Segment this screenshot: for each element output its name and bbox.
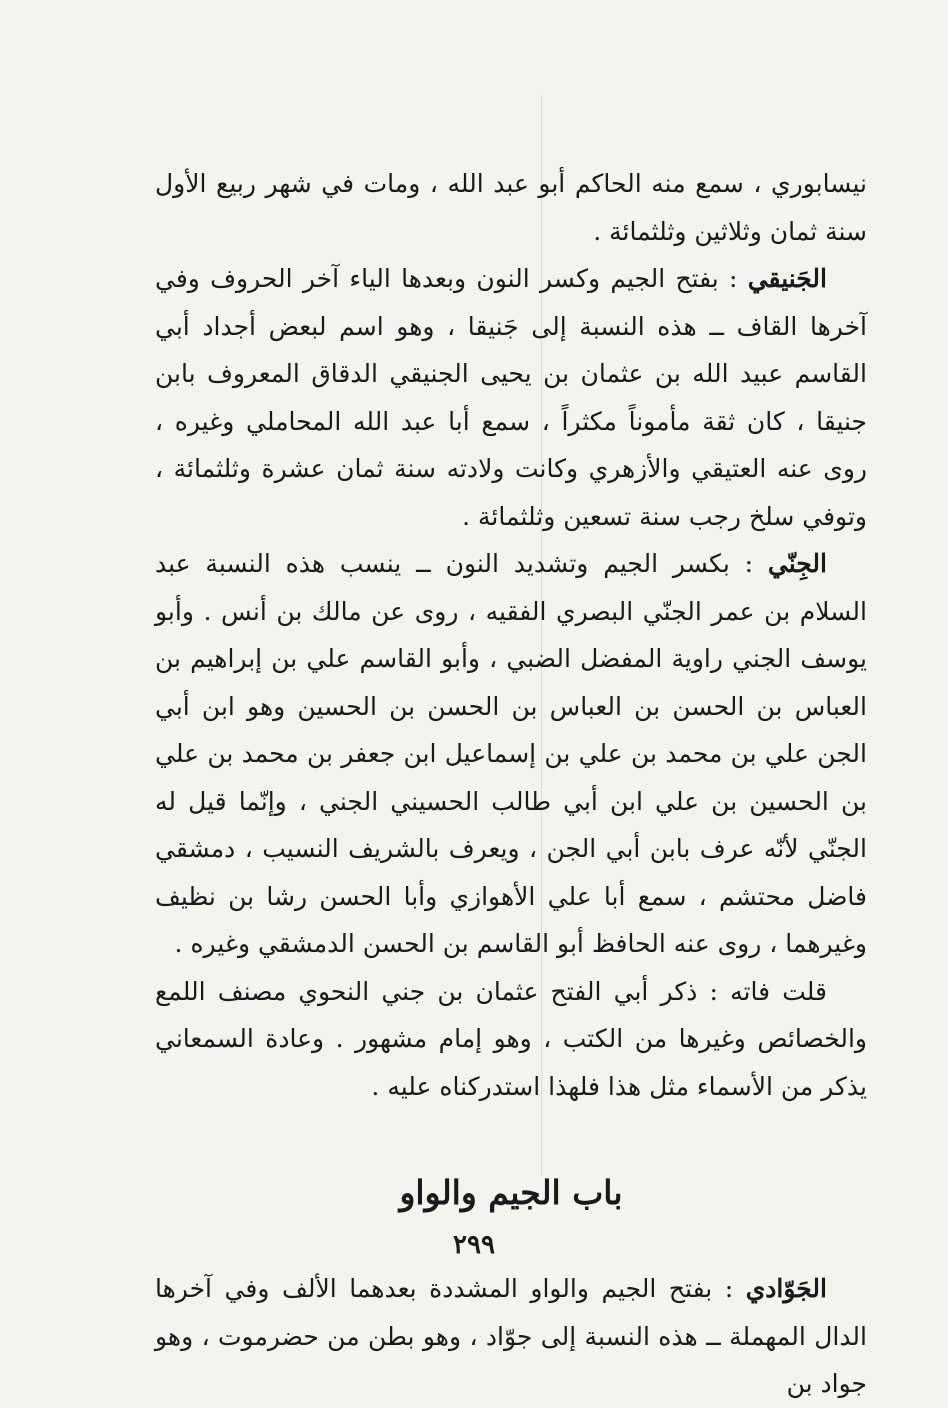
paragraph-continuation: نيسابوري ، سمع منه الحاكم أبو عبد الله ، ومات في شهر ربيع الأول سنة ثمان وثلاثين وثلثمائة .: [155, 169, 867, 246]
entry-term: الجَنيقي: [747, 264, 827, 293]
entry-term: الجِنّي: [767, 549, 827, 578]
chapter-heading: باب الجيم والواو: [399, 1173, 623, 1212]
editor-note: قلت فاته : ذكر أبي الفتح عثمان بن جني النحوي مصنف اللمع والخصائص وغيرها من الكتب ، وهو إمام مشهور . وعادة السمعاني يذكر من الأسماء مثل هذا فلهذا استدركناه عليه .: [155, 976, 867, 1101]
entry-al-janiqi: [155, 255, 867, 540]
entry-al-jinni: [155, 540, 867, 968]
entry-text: : بفتح الجيم وكسر النون وبعدها الياء آخر الحروف وفي آخرها القاف ــ هذه النسبة إلى جَنيقا ، وهو اسم لبعض أجداد أبي القاسم عبيد الله بن عثمان بن يحيى الجنيقي الدقاق المعروف بابن جنيقا ، كان ثقة مأموناً مكثراً ، سمع أبا عبد الله المحاملي وغيره ، روى عنه العتيقي والأزهري وكانت ولادته سنة ثمان عشرة وثلثمائة ، وتوفي سلخ رجب سنة تسعين وثلثمائة .: [155, 264, 867, 531]
entry-text: : بكسر الجيم وتشديد النون ــ ينسب هذه النسبة عبد السلام بن عمر الجنّي البصري الفقيه ، روى عن مالك بن أنس . وأبو يوسف الجني راوية المفضل الضبي ، وأبو القاسم علي بن إبراهيم بن العباس بن الحسن بن العباس بن الحسن بن الحسين وهو ابن أبي الجن علي بن محمد بن علي بن إسماعيل ابن جعفر بن محمد بن علي بن الحسين بن علي ابن أبي طالب الحسيني الجني ، وإنّما قيل له الجنّي لأنّه عرف بابن أبي الجن ، ويعرف بالشريف النسيب ، دمشقي فاضل محتشم ، سمع أبا علي الأهوازي وأبا الحسن رشا بن نظيف وغيرهما ، روى عنه الحافظ أبو القاسم بن الحسن الدمشقي وغيره .: [155, 549, 867, 958]
entry-al-jawwadi: [155, 1265, 867, 1408]
entry-text: : بفتح الجيم والواو المشددة بعدهما الألف وفي آخرها الدال المهملة ــ هذه النسبة إلى جوّاد ، وهو بطن من حضرموت ، وهو جواد بن: [155, 1274, 867, 1398]
entry-term: الجَوّادي: [745, 1274, 827, 1303]
page-number: ٢٩٩: [453, 1230, 495, 1260]
page-body: [155, 160, 867, 1408]
